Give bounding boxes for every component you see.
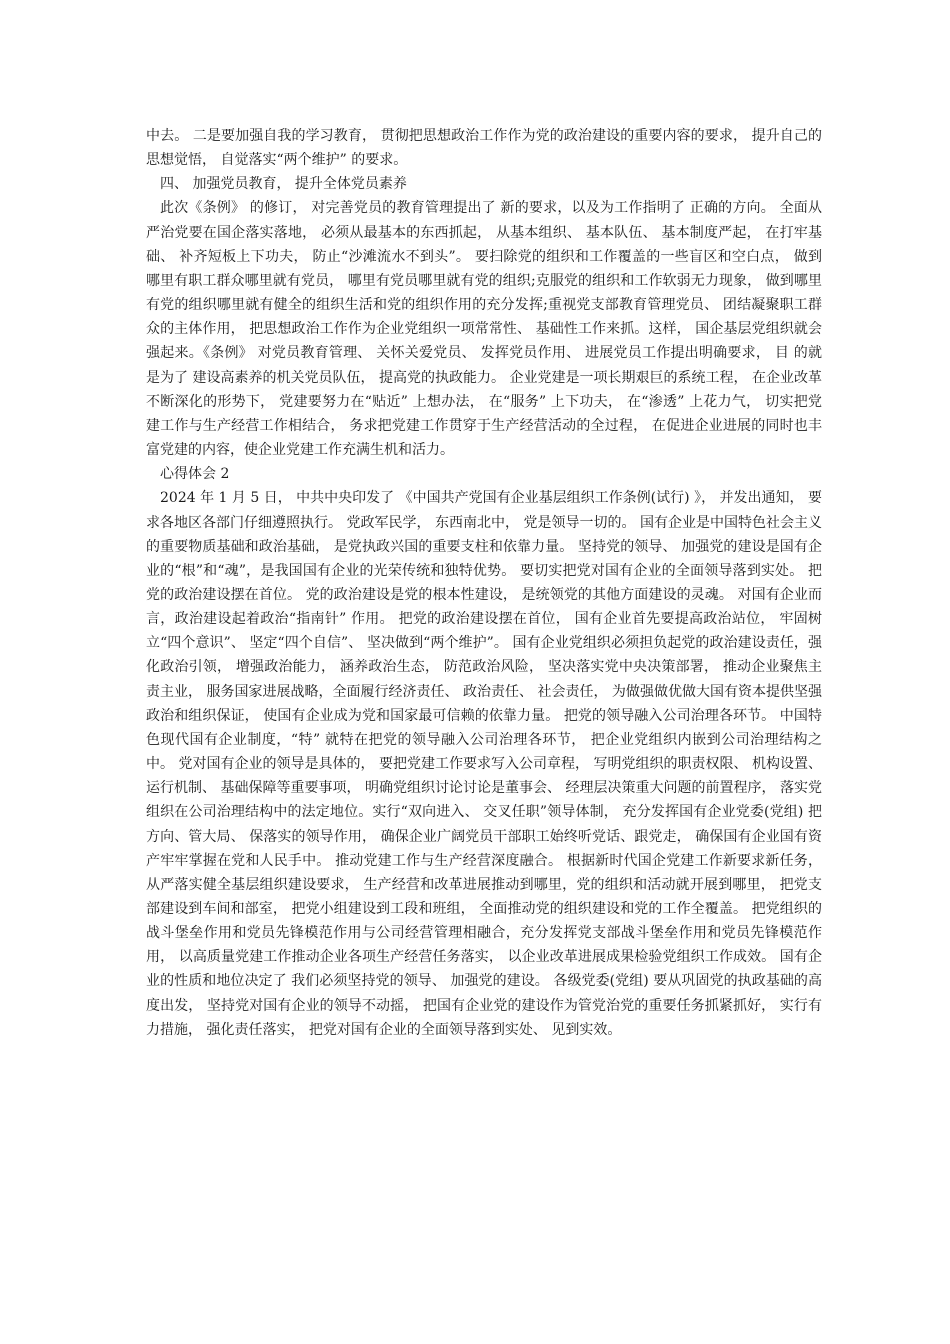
document-body — [146, 124, 822, 1042]
paragraph-regulation-revision: 此次《条例》 的修订， 对完善党员的教育管理提出了 新的要求，以及为工作指明了 正确的方向。 全面从严治党要在国企落实落地， 必须从最基本的东西抓起， 从基本组织、 基本队伍、 基本制度严起， 在打牢基础、 补齐短板上下功夫， 防止“沙滩流水不到头”。 要扫除党的组织和工作覆盖的一些盲区和空白点， 做到哪里有职工群众哪里就有党员， 哪里有党员哪里就有党的组织;克服党的组织和工作软弱无力现象， 做到哪里有党的组织哪里就有健全的组织生活和党的组织作用的充分发挥;重视党支部教育管理党员、 团结凝聚职工群众的主体作用， 把思想政治工作作为企业党组织一项常常性、 基础性工作来抓。这样， 国企基层党组织就会强起来。《条例》 对党员教育管理、 关怀关爱党员、 发挥党员作用、 进展党员工作提出明确要求， 目 的就是为了 建设高素养的机关党员队伍， 提高党的执政能力。 企业党建是一项长期艰巨的系统工程， 在企业改革不断深化的形势下， 党建要努力在“贴近” 上想办法， 在“服务” 上下功夫， 在“渗透” 上花力气， 切实把党建工作与生产经营工作相结合， 务求把党建工作贯穿于生产经营活动的全过程， 在促进企业进展的同时也丰富党建的内容，使企业党建工作充满生机和活力。 — [146, 200, 822, 459]
paragraph-soe-party-work: 2024 年 1 月 5 日， 中共中央印发了 《中国共产党国有企业基层组织工作条例(试行) 》， 并发出通知， 要求各地区各部门仔细遵照执行。 党政军民学， 东西南北中， 党是领导一切的。 国有企业是中国特色社会主义的重要物质基础和政治基础， 是党执政兴国的重要支柱和依靠力量。 坚持党的领导、 加强党的建设是国有企业的“根”和“魂”，是我国国有企业的光荣传统和独特优势。 要切实把党对国有企业的全面领导落到实处。 把党的政治建设摆在首位。 党的政治建设是党的根本性建设， 是统领党的其他方面建设的灵魂。 对国有企业而言，政治建设起着政治“指南针” 作用。 把党的政治建设摆在首位， 国有企业首先要提高政治站位， 牢固树立“四个意识”、 坚定“四个自信”、 坚决做到“两个维护”。 国有企业党组织必须担负起党的政治建设责任，强化政治引领， 增强政治能力， 涵养政治生态， 防范政治风险， 坚决落实党中央决策部署， 推动企业聚焦主责主业， 服务国家进展战略，全面履行经济责任、 政治责任、 社会责任， 为做强做优做大国有资本提供坚强政治和组织保证， 使国有企业成为党和国家最可信赖的依靠力量。 把党的领导融入公司治理各环节。 中国特色现代国有企业制度，“特” 就特在把党的领导融入公司治理各环节， 把企业党组织内嵌到公司治理结构之中。 党对国有企业的领导是具体的， 要把党建工作要求写入公司章程， 写明党组织的职责权限、 机构设置、 运行机制、 基础保障等重要事项， 明确党组织讨论讨论是董事会、 经理层决策重大问题的前置程序， 落实党组织在公司治理结构中的法定地位。实行“双向进入、 交叉任职”领导体制， 充分发挥国有企业党委(党组) 把方向、管大局、 保落实的领导作用， 确保企业广阔党员干部职工始终听党话、跟党走， 确保国有企业国有资产牢牢掌握在党和人民手中。 推动党建工作与生产经营深度融合。 根据新时代国企党建工作新要求新任务，从严落实健全基层组织建设要求， 生产经营和改革进展推动到哪里，党的组织和活动就开展到哪里， 把党支部建设到车间和部室， 把党小组建设到工段和班组， 全面推动党的组织建设和党的工作全覆盖。 把党组织的战斗堡垒作用和党员先锋模范作用与公司经营管理相融合，充分发挥党支部战斗堡垒作用和党员先锋模范作用， 以高质量党建工作推动企业各项生产经营任务落实， 以企业改革进展成果检验党组织工作成效。 国有企业的性质和地位决定了 我们必须坚持党的领导、 加强党的建设。 各级党委(党组) 要从巩固党的执政基础的高度出发， 坚持党对国有企业的领导不动摇， 把国有企业党的建设作为管党治党的重要任务抓紧抓好， 实行有力措施， 强化责任落实， 把党对国有企业的全面领导落到实处、 见到实效。 — [146, 490, 822, 1038]
section-heading-4: 四、 加强党员教育， 提升全体党员素养 — [160, 176, 407, 193]
section-heading-reflection-2: 心得体会 2 — [160, 466, 230, 483]
paragraph-continuation: 中去。 二是要加强自我的学习教育， 贯彻把思想政治工作作为党的政治建设的重要内容的要求， 提升自己的思想觉悟， 自觉落实“两个维护” 的要求。 — [146, 128, 822, 169]
